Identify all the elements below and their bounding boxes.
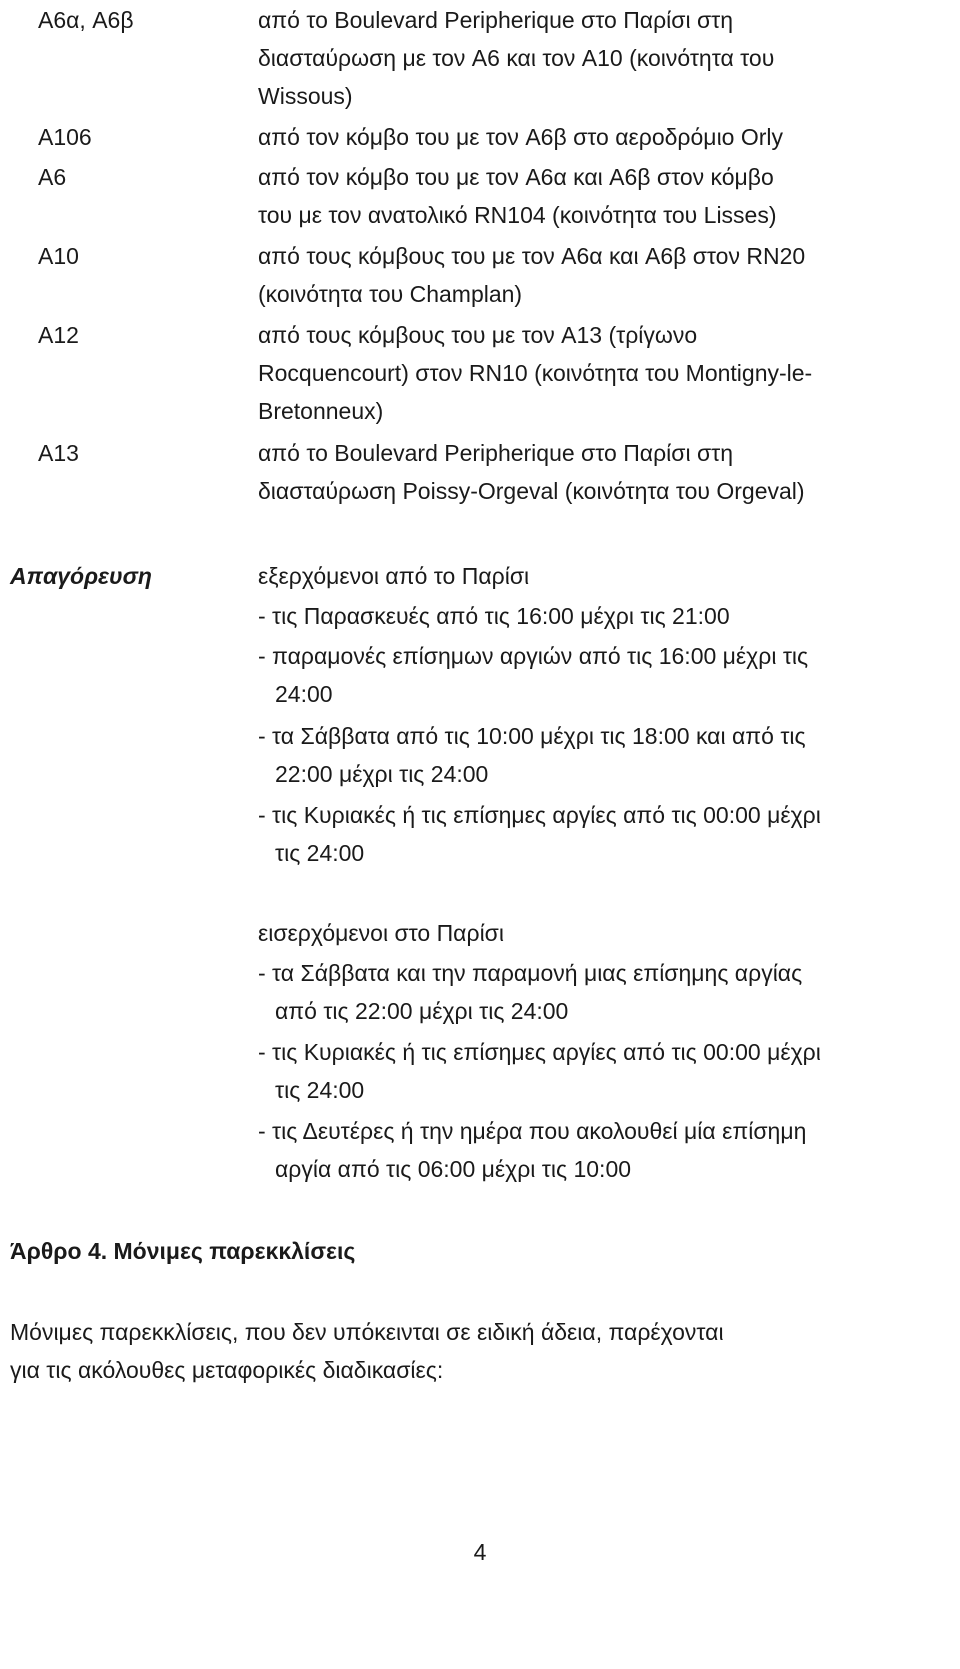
route-description-line: από το Boulevard Peripherique στο Παρίσι στη <box>258 7 734 33</box>
route-description-line: από τον κόμβο του με τον A6α και A6β στον κόμβο <box>258 164 774 190</box>
route-id: A6 <box>38 164 67 190</box>
article-body-line: για τις ακόλουθες μεταφορικές διαδικασίες: <box>10 1357 444 1383</box>
route-description-line: από τον κόμβο του με τον A6β στο αεροδρόμιο Orly <box>258 124 784 150</box>
route-description-line: (κοινότητα του Champlan) <box>258 281 523 307</box>
route-id: A10 <box>38 243 79 269</box>
route-description-line: διασταύρωση με τον A6 και τον A10 (κοινότητα του <box>258 45 775 71</box>
incoming-item-line: τις 24:00 <box>275 1077 365 1103</box>
incoming-item-line: αργία από τις 06:00 μέχρι τις 10:00 <box>275 1156 632 1182</box>
route-id: A106 <box>38 124 92 150</box>
route-description-line: από τους κόμβους του με τον A6α και A6β στον RN20 <box>258 243 806 269</box>
route-id: A12 <box>38 322 79 348</box>
incoming-item-line: - τα Σάββατα και την παραμονή μιας επίσημης αργίας <box>258 960 803 986</box>
prohibition-label: Απαγόρευση <box>10 563 152 589</box>
route-description-line: από τους κόμβους του με τον A13 (τρίγωνο <box>258 322 698 348</box>
article-body-line: Μόνιμες παρεκκλίσεις, που δεν υπόκεινται σε ειδική άδεια, παρέχονται <box>10 1319 724 1345</box>
route-description-line: Rocquencourt) στον RN10 (κοινότητα του Montigny-le- <box>258 360 813 386</box>
outgoing-item-line: τις 24:00 <box>275 840 365 866</box>
outgoing-heading: εξερχόμενοι από το Παρίσι <box>258 563 530 589</box>
route-description-line: Wissous) <box>258 83 353 109</box>
page-number: 4 <box>473 1539 487 1565</box>
outgoing-item-line: - παραμονές επίσημων αργιών από τις 16:00 μέχρι τις <box>258 643 809 669</box>
route-description-line: διασταύρωση Poissy-Orgeval (κοινότητα του Orgeval) <box>258 478 805 504</box>
route-id: A13 <box>38 440 79 466</box>
outgoing-item-line: 22:00 μέχρι τις 24:00 <box>275 761 489 787</box>
incoming-item-line: - τις Δευτέρες ή την ημέρα που ακολουθεί μία επίσημη <box>258 1118 807 1144</box>
route-description-line: από το Boulevard Peripherique στο Παρίσι στη <box>258 440 734 466</box>
route-description-line: του με τον ανατολικό RN104 (κοινότητα του Lisses) <box>258 202 777 228</box>
incoming-item-line: - τις Κυριακές ή τις επίσημες αργίες από τις 00:00 μέχρι <box>258 1039 821 1065</box>
route-description-line: Bretonneux) <box>258 398 384 424</box>
outgoing-item-line: - τις Παρασκευές από τις 16:00 μέχρι τις 21:00 <box>258 603 730 629</box>
incoming-item-line: από τις 22:00 μέχρι τις 24:00 <box>275 998 569 1024</box>
incoming-heading: εισερχόμενοι στο Παρίσι <box>258 920 504 946</box>
outgoing-item-line: - τις Κυριακές ή τις επίσημες αργίες από τις 00:00 μέχρι <box>258 802 821 828</box>
outgoing-item-line: 24:00 <box>275 681 333 707</box>
article-heading: Άρθρο 4. Μόνιμες παρεκκλίσεις <box>10 1238 356 1264</box>
route-id: A6α, A6β <box>38 7 134 33</box>
outgoing-item-line: - τα Σάββατα από τις 10:00 μέχρι τις 18:00 και από τις <box>258 723 806 749</box>
